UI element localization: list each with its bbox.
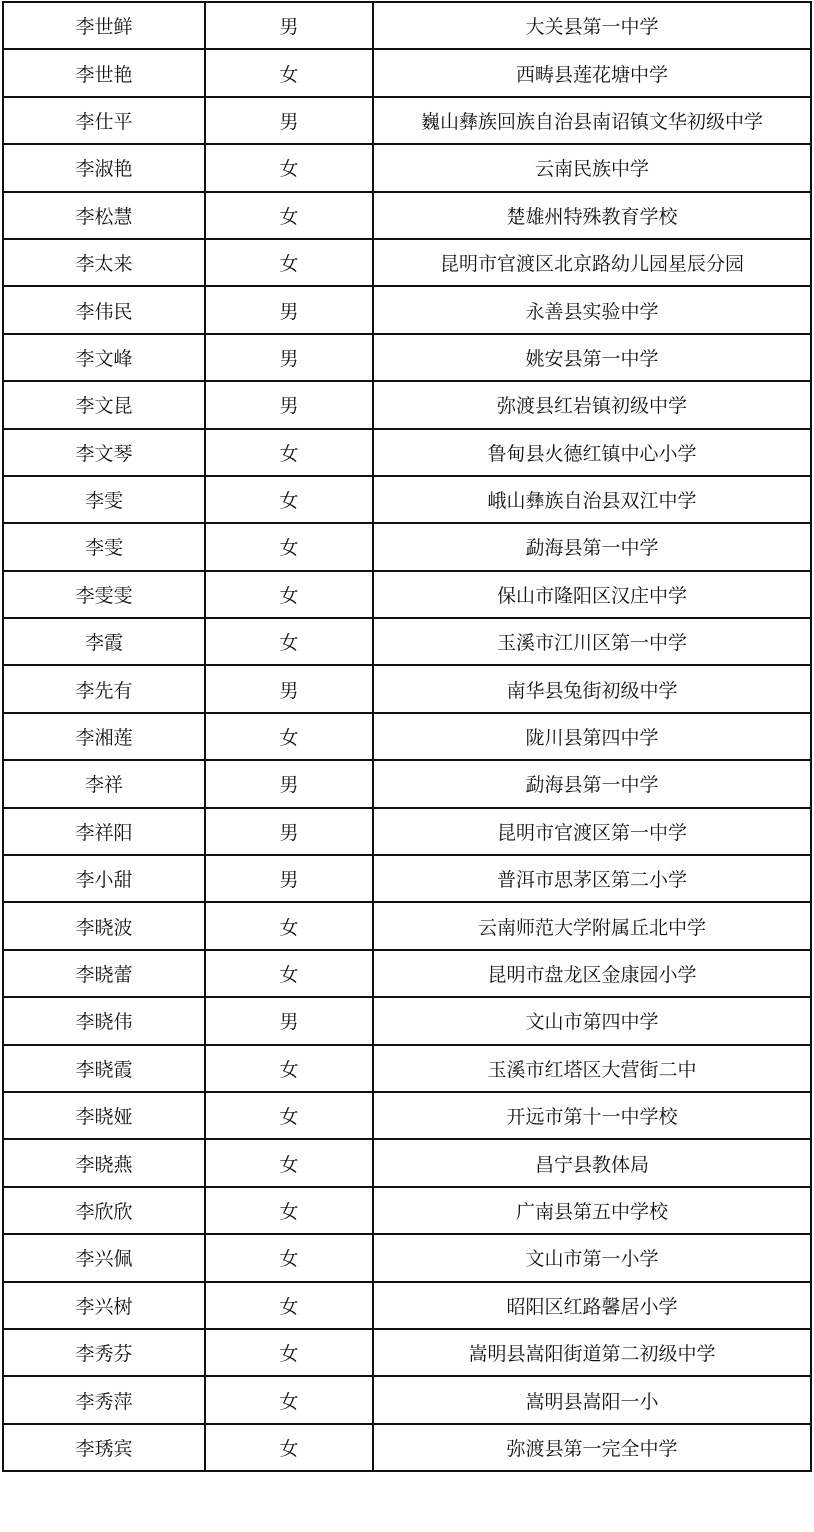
school-cell: 南华县兔街初级中学 (373, 665, 811, 712)
roster-table-body (3, 2, 811, 1471)
school-cell: 保山市隆阳区汉庄中学 (373, 571, 811, 618)
gender-cell: 女 (205, 429, 373, 476)
school-cell: 鲁甸县火德红镇中心小学 (373, 429, 811, 476)
name-cell: 李琇宾 (3, 1424, 205, 1471)
table-row (3, 1187, 811, 1234)
gender-cell: 男 (205, 665, 373, 712)
school-cell: 云南师范大学附属丘北中学 (373, 902, 811, 949)
name-cell: 李淑艳 (3, 144, 205, 191)
table-row (3, 902, 811, 949)
school-cell: 峨山彝族自治县双江中学 (373, 476, 811, 523)
table-row (3, 713, 811, 760)
table-row (3, 997, 811, 1044)
name-cell: 李仕平 (3, 97, 205, 144)
school-cell: 文山市第一小学 (373, 1234, 811, 1281)
school-cell: 云南民族中学 (373, 144, 811, 191)
name-cell: 李世艳 (3, 49, 205, 96)
name-cell: 李晓娅 (3, 1092, 205, 1139)
school-cell: 姚安县第一中学 (373, 334, 811, 381)
table-row (3, 49, 811, 96)
table-row (3, 429, 811, 476)
gender-cell: 女 (205, 1139, 373, 1186)
gender-cell: 女 (205, 950, 373, 997)
table-row (3, 855, 811, 902)
school-cell: 陇川县第四中学 (373, 713, 811, 760)
table-row (3, 1092, 811, 1139)
name-cell: 李晓霞 (3, 1045, 205, 1092)
name-cell: 李伟民 (3, 286, 205, 333)
name-cell: 李兴佩 (3, 1234, 205, 1281)
table-row (3, 1282, 811, 1329)
table-row (3, 665, 811, 712)
name-cell: 李世鲜 (3, 2, 205, 49)
school-cell: 永善县实验中学 (373, 286, 811, 333)
table-row (3, 97, 811, 144)
school-cell: 勐海县第一中学 (373, 523, 811, 570)
name-cell: 李松慧 (3, 192, 205, 239)
table-row (3, 1376, 811, 1423)
school-cell: 昌宁县教体局 (373, 1139, 811, 1186)
table-row (3, 1424, 811, 1471)
name-cell: 李兴树 (3, 1282, 205, 1329)
gender-cell: 女 (205, 1092, 373, 1139)
school-cell: 巍山彝族回族自治县南诏镇文华初级中学 (373, 97, 811, 144)
name-cell: 李祥阳 (3, 808, 205, 855)
gender-cell: 女 (205, 192, 373, 239)
school-cell: 大关县第一中学 (373, 2, 811, 49)
name-cell: 李雯雯 (3, 571, 205, 618)
gender-cell: 女 (205, 476, 373, 523)
gender-cell: 男 (205, 381, 373, 428)
school-cell: 开远市第十一中学校 (373, 1092, 811, 1139)
gender-cell: 女 (205, 902, 373, 949)
name-cell: 李太来 (3, 239, 205, 286)
gender-cell: 男 (205, 286, 373, 333)
gender-cell: 女 (205, 571, 373, 618)
gender-cell: 女 (205, 144, 373, 191)
gender-cell: 女 (205, 1045, 373, 1092)
school-cell: 广南县第五中学校 (373, 1187, 811, 1234)
table-row (3, 334, 811, 381)
gender-cell: 女 (205, 49, 373, 96)
school-cell: 玉溪市红塔区大营街二中 (373, 1045, 811, 1092)
name-cell: 李文昆 (3, 381, 205, 428)
gender-cell: 男 (205, 855, 373, 902)
school-cell: 昆明市官渡区北京路幼儿园星辰分园 (373, 239, 811, 286)
gender-cell: 女 (205, 1424, 373, 1471)
name-cell: 李文峰 (3, 334, 205, 381)
school-cell: 文山市第四中学 (373, 997, 811, 1044)
name-cell: 李秀芬 (3, 1329, 205, 1376)
name-cell: 李祥 (3, 760, 205, 807)
gender-cell: 女 (205, 1234, 373, 1281)
table-row (3, 1045, 811, 1092)
school-cell: 西畴县莲花塘中学 (373, 49, 811, 96)
school-cell: 普洱市思茅区第二小学 (373, 855, 811, 902)
school-cell: 玉溪市江川区第一中学 (373, 618, 811, 665)
roster-table (2, 1, 812, 1472)
school-cell: 弥渡县红岩镇初级中学 (373, 381, 811, 428)
table-row (3, 808, 811, 855)
table-row (3, 476, 811, 523)
table-row (3, 760, 811, 807)
table-row (3, 523, 811, 570)
school-cell: 嵩明县嵩阳街道第二初级中学 (373, 1329, 811, 1376)
table-row (3, 1139, 811, 1186)
name-cell: 李霞 (3, 618, 205, 665)
table-row (3, 286, 811, 333)
table-row (3, 192, 811, 239)
school-cell: 昆明市盘龙区金康园小学 (373, 950, 811, 997)
table-row (3, 618, 811, 665)
gender-cell: 男 (205, 997, 373, 1044)
gender-cell: 女 (205, 1376, 373, 1423)
gender-cell: 男 (205, 760, 373, 807)
school-cell: 昆明市官渡区第一中学 (373, 808, 811, 855)
name-cell: 李晓燕 (3, 1139, 205, 1186)
gender-cell: 男 (205, 97, 373, 144)
gender-cell: 女 (205, 1329, 373, 1376)
gender-cell: 男 (205, 334, 373, 381)
name-cell: 李文琴 (3, 429, 205, 476)
table-row (3, 1329, 811, 1376)
name-cell: 李晓伟 (3, 997, 205, 1044)
school-cell: 嵩明县嵩阳一小 (373, 1376, 811, 1423)
gender-cell: 女 (205, 618, 373, 665)
name-cell: 李欣欣 (3, 1187, 205, 1234)
school-cell: 勐海县第一中学 (373, 760, 811, 807)
name-cell: 李雯 (3, 476, 205, 523)
table-row (3, 381, 811, 428)
table-row (3, 144, 811, 191)
gender-cell: 男 (205, 808, 373, 855)
name-cell: 李晓蕾 (3, 950, 205, 997)
table-row (3, 950, 811, 997)
gender-cell: 女 (205, 1187, 373, 1234)
school-cell: 楚雄州特殊教育学校 (373, 192, 811, 239)
table-row (3, 571, 811, 618)
name-cell: 李秀萍 (3, 1376, 205, 1423)
name-cell: 李晓波 (3, 902, 205, 949)
name-cell: 李先有 (3, 665, 205, 712)
table-row (3, 239, 811, 286)
gender-cell: 女 (205, 239, 373, 286)
gender-cell: 女 (205, 523, 373, 570)
gender-cell: 女 (205, 1282, 373, 1329)
gender-cell: 女 (205, 713, 373, 760)
school-cell: 昭阳区红路馨居小学 (373, 1282, 811, 1329)
name-cell: 李湘莲 (3, 713, 205, 760)
gender-cell: 男 (205, 2, 373, 49)
table-row (3, 1234, 811, 1281)
name-cell: 李雯 (3, 523, 205, 570)
school-cell: 弥渡县第一完全中学 (373, 1424, 811, 1471)
table-row (3, 2, 811, 49)
name-cell: 李小甜 (3, 855, 205, 902)
